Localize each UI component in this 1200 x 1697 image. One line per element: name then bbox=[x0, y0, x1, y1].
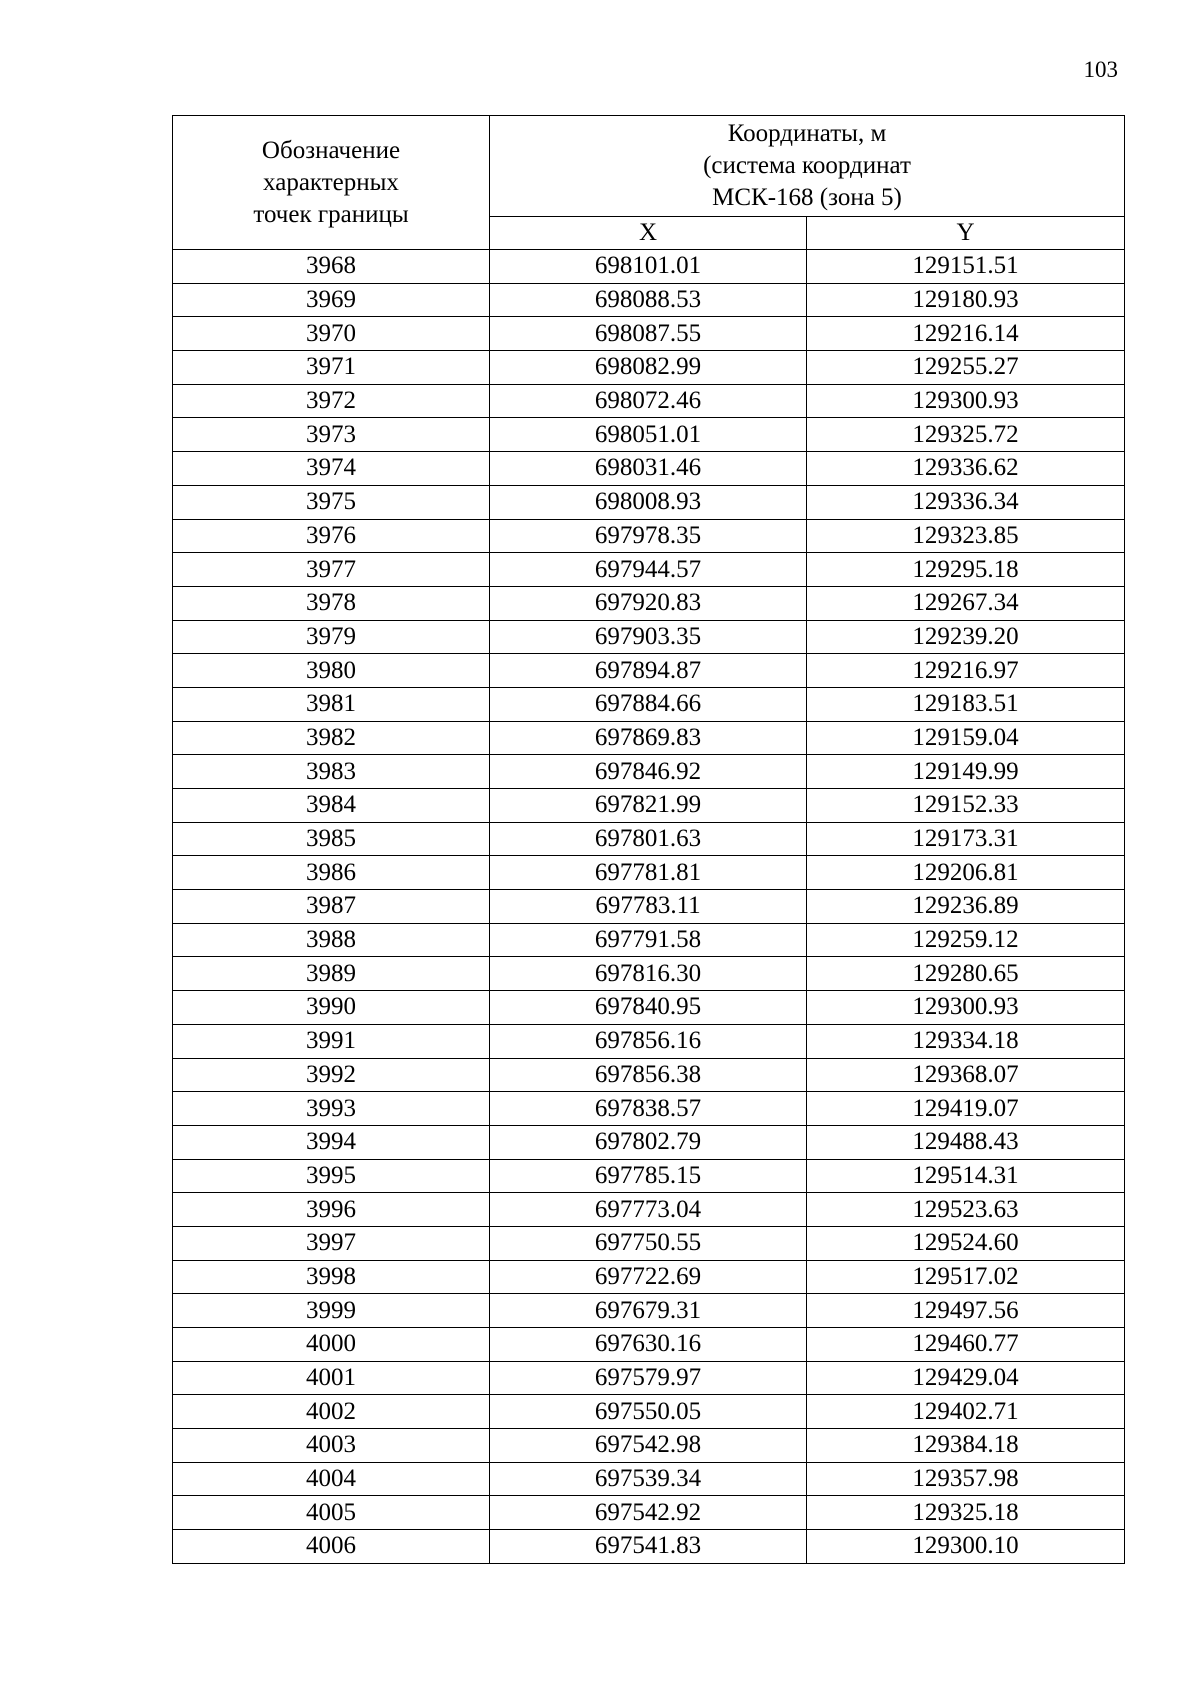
x-coordinate-cell: 697781.81 bbox=[490, 856, 807, 890]
table-row bbox=[173, 991, 1125, 1025]
table-row bbox=[173, 384, 1125, 418]
x-coordinate-cell: 697773.04 bbox=[490, 1193, 807, 1227]
x-coordinate-cell: 697846.92 bbox=[490, 755, 807, 789]
y-coordinate-cell: 129300.93 bbox=[807, 991, 1125, 1025]
x-coordinate-cell: 697679.31 bbox=[490, 1294, 807, 1328]
x-header: X bbox=[490, 217, 807, 250]
y-coordinate-cell: 129173.31 bbox=[807, 822, 1125, 856]
x-coordinate-cell: 698082.99 bbox=[490, 351, 807, 385]
x-coordinate-cell: 698101.01 bbox=[490, 250, 807, 284]
point-cell: 3969 bbox=[173, 283, 490, 317]
point-cell: 3995 bbox=[173, 1159, 490, 1193]
x-coordinate-cell: 697542.98 bbox=[490, 1429, 807, 1463]
y-coordinate-cell: 129236.89 bbox=[807, 890, 1125, 924]
y-coordinate-cell: 129151.51 bbox=[807, 250, 1125, 284]
y-coordinate-cell: 129300.10 bbox=[807, 1530, 1125, 1564]
table-body bbox=[173, 250, 1125, 1564]
x-coordinate-cell: 698031.46 bbox=[490, 452, 807, 486]
y-coordinate-cell: 129523.63 bbox=[807, 1193, 1125, 1227]
point-cell: 3996 bbox=[173, 1193, 490, 1227]
x-coordinate-cell: 697869.83 bbox=[490, 721, 807, 755]
y-coordinate-cell: 129334.18 bbox=[807, 1024, 1125, 1058]
y-coordinate-cell: 129429.04 bbox=[807, 1361, 1125, 1395]
table-row bbox=[173, 654, 1125, 688]
x-coordinate-cell: 697838.57 bbox=[490, 1092, 807, 1126]
table-row bbox=[173, 822, 1125, 856]
y-coordinate-cell: 129300.93 bbox=[807, 384, 1125, 418]
x-coordinate-cell: 697894.87 bbox=[490, 654, 807, 688]
y-coordinate-cell: 129517.02 bbox=[807, 1260, 1125, 1294]
table-row bbox=[173, 1496, 1125, 1530]
x-coordinate-cell: 698087.55 bbox=[490, 317, 807, 351]
x-coordinate-cell: 697884.66 bbox=[490, 687, 807, 721]
y-coordinate-cell: 129325.18 bbox=[807, 1496, 1125, 1530]
page-number: 103 bbox=[1083, 57, 1118, 82]
y-coordinate-cell: 129295.18 bbox=[807, 553, 1125, 587]
y-coordinate-cell: 129368.07 bbox=[807, 1058, 1125, 1092]
point-cell: 3975 bbox=[173, 485, 490, 519]
point-cell: 3979 bbox=[173, 620, 490, 654]
x-coordinate-cell: 697791.58 bbox=[490, 923, 807, 957]
point-cell: 4005 bbox=[173, 1496, 490, 1530]
x-coordinate-cell: 698088.53 bbox=[490, 283, 807, 317]
table-row bbox=[173, 1429, 1125, 1463]
point-cell: 3980 bbox=[173, 654, 490, 688]
y-coordinate-cell: 129149.99 bbox=[807, 755, 1125, 789]
point-cell: 3972 bbox=[173, 384, 490, 418]
table-row bbox=[173, 1125, 1125, 1159]
coordinates-label: Координаты, м (система координат МСК-168 (зона 5) bbox=[703, 120, 911, 211]
table-row bbox=[173, 1294, 1125, 1328]
y-header: Y bbox=[807, 217, 1125, 250]
point-cell: 3976 bbox=[173, 519, 490, 553]
point-cell: 3978 bbox=[173, 586, 490, 620]
table-row bbox=[173, 1395, 1125, 1429]
table-row bbox=[173, 1462, 1125, 1496]
table-row bbox=[173, 957, 1125, 991]
table-row bbox=[173, 890, 1125, 924]
y-coordinate-cell: 129402.71 bbox=[807, 1395, 1125, 1429]
x-coordinate-cell: 697542.92 bbox=[490, 1496, 807, 1530]
table-row bbox=[173, 789, 1125, 823]
table-row bbox=[173, 1193, 1125, 1227]
point-cell: 3990 bbox=[173, 991, 490, 1025]
table-row bbox=[173, 418, 1125, 452]
x-coordinate-cell: 697579.97 bbox=[490, 1361, 807, 1395]
y-coordinate-cell: 129460.77 bbox=[807, 1328, 1125, 1362]
x-coordinate-cell: 697840.95 bbox=[490, 991, 807, 1025]
x-coordinate-cell: 697903.35 bbox=[490, 620, 807, 654]
y-coordinate-cell: 129497.56 bbox=[807, 1294, 1125, 1328]
coordinates-table bbox=[172, 115, 1125, 1564]
point-cell: 3974 bbox=[173, 452, 490, 486]
point-cell: 3991 bbox=[173, 1024, 490, 1058]
table-row bbox=[173, 351, 1125, 385]
table-row bbox=[173, 1328, 1125, 1362]
point-cell: 3984 bbox=[173, 789, 490, 823]
y-coordinate-cell: 129524.60 bbox=[807, 1226, 1125, 1260]
table-row bbox=[173, 856, 1125, 890]
point-cell: 4002 bbox=[173, 1395, 490, 1429]
table-row bbox=[173, 317, 1125, 351]
x-coordinate-cell: 697856.16 bbox=[490, 1024, 807, 1058]
y-coordinate-cell: 129216.14 bbox=[807, 317, 1125, 351]
point-cell: 3998 bbox=[173, 1260, 490, 1294]
x-coordinate-cell: 698072.46 bbox=[490, 384, 807, 418]
table-row bbox=[173, 452, 1125, 486]
table-row bbox=[173, 687, 1125, 721]
table-row bbox=[173, 485, 1125, 519]
table-row bbox=[173, 721, 1125, 755]
table-row bbox=[173, 1024, 1125, 1058]
y-coordinate-cell: 129216.97 bbox=[807, 654, 1125, 688]
point-cell: 3985 bbox=[173, 822, 490, 856]
x-coordinate-cell: 697750.55 bbox=[490, 1226, 807, 1260]
point-cell: 3982 bbox=[173, 721, 490, 755]
x-coordinate-cell: 697630.16 bbox=[490, 1328, 807, 1362]
table-row bbox=[173, 1226, 1125, 1260]
table-row bbox=[173, 1092, 1125, 1126]
point-cell: 4006 bbox=[173, 1530, 490, 1564]
x-coordinate-cell: 697920.83 bbox=[490, 586, 807, 620]
point-cell: 3988 bbox=[173, 923, 490, 957]
table-row bbox=[173, 620, 1125, 654]
x-coordinate-cell: 697550.05 bbox=[490, 1395, 807, 1429]
y-coordinate-cell: 129183.51 bbox=[807, 687, 1125, 721]
y-coordinate-cell: 129259.12 bbox=[807, 923, 1125, 957]
table-row bbox=[173, 586, 1125, 620]
table-row bbox=[173, 1260, 1125, 1294]
point-cell: 3993 bbox=[173, 1092, 490, 1126]
table-header bbox=[173, 116, 1125, 250]
y-coordinate-cell: 129357.98 bbox=[807, 1462, 1125, 1496]
point-cell: 3987 bbox=[173, 890, 490, 924]
y-coordinate-cell: 129159.04 bbox=[807, 721, 1125, 755]
point-cell: 3989 bbox=[173, 957, 490, 991]
y-coordinate-cell: 129280.65 bbox=[807, 957, 1125, 991]
point-cell: 3970 bbox=[173, 317, 490, 351]
point-designation-label: Обозначение характерных точек границы bbox=[253, 136, 409, 228]
x-coordinate-cell: 697816.30 bbox=[490, 957, 807, 991]
point-cell: 3977 bbox=[173, 553, 490, 587]
x-coordinate-cell: 697802.79 bbox=[490, 1125, 807, 1159]
y-coordinate-cell: 129488.43 bbox=[807, 1125, 1125, 1159]
x-coordinate-cell: 697801.63 bbox=[490, 822, 807, 856]
y-coordinate-cell: 129336.34 bbox=[807, 485, 1125, 519]
point-designation-header bbox=[173, 116, 490, 250]
x-coordinate-cell: 697539.34 bbox=[490, 1462, 807, 1496]
y-coordinate-cell: 129336.62 bbox=[807, 452, 1125, 486]
y-coordinate-cell: 129384.18 bbox=[807, 1429, 1125, 1463]
table-row bbox=[173, 1159, 1125, 1193]
table-row bbox=[173, 1530, 1125, 1564]
x-coordinate-cell: 697944.57 bbox=[490, 553, 807, 587]
point-cell: 3973 bbox=[173, 418, 490, 452]
table-row bbox=[173, 1058, 1125, 1092]
x-coordinate-cell: 698051.01 bbox=[490, 418, 807, 452]
table-row bbox=[173, 519, 1125, 553]
x-coordinate-cell: 697856.38 bbox=[490, 1058, 807, 1092]
x-coordinate-cell: 697978.35 bbox=[490, 519, 807, 553]
point-cell: 3971 bbox=[173, 351, 490, 385]
table-row bbox=[173, 553, 1125, 587]
x-coordinate-cell: 697541.83 bbox=[490, 1530, 807, 1564]
y-coordinate-cell: 129323.85 bbox=[807, 519, 1125, 553]
point-cell: 3983 bbox=[173, 755, 490, 789]
point-cell: 4001 bbox=[173, 1361, 490, 1395]
y-coordinate-cell: 129206.81 bbox=[807, 856, 1125, 890]
y-coordinate-cell: 129239.20 bbox=[807, 620, 1125, 654]
point-cell: 3968 bbox=[173, 250, 490, 284]
x-coordinate-cell: 697785.15 bbox=[490, 1159, 807, 1193]
point-cell: 3992 bbox=[173, 1058, 490, 1092]
y-coordinate-cell: 129180.93 bbox=[807, 283, 1125, 317]
point-cell: 3981 bbox=[173, 687, 490, 721]
point-cell: 3986 bbox=[173, 856, 490, 890]
x-coordinate-cell: 697783.11 bbox=[490, 890, 807, 924]
y-coordinate-cell: 129152.33 bbox=[807, 789, 1125, 823]
y-coordinate-cell: 129255.27 bbox=[807, 351, 1125, 385]
y-coordinate-cell: 129267.34 bbox=[807, 586, 1125, 620]
x-coordinate-cell: 697722.69 bbox=[490, 1260, 807, 1294]
coordinates-header bbox=[490, 116, 1125, 217]
table-row bbox=[173, 755, 1125, 789]
x-coordinate-cell: 697821.99 bbox=[490, 789, 807, 823]
table-row bbox=[173, 250, 1125, 284]
table-row bbox=[173, 923, 1125, 957]
y-coordinate-cell: 129514.31 bbox=[807, 1159, 1125, 1193]
x-coordinate-cell: 698008.93 bbox=[490, 485, 807, 519]
point-cell: 3994 bbox=[173, 1125, 490, 1159]
point-cell: 4004 bbox=[173, 1462, 490, 1496]
point-cell: 4000 bbox=[173, 1328, 490, 1362]
y-coordinate-cell: 129325.72 bbox=[807, 418, 1125, 452]
table-row bbox=[173, 283, 1125, 317]
y-coordinate-cell: 129419.07 bbox=[807, 1092, 1125, 1126]
table-row bbox=[173, 1361, 1125, 1395]
point-cell: 3997 bbox=[173, 1226, 490, 1260]
point-cell: 4003 bbox=[173, 1429, 490, 1463]
point-cell: 3999 bbox=[173, 1294, 490, 1328]
